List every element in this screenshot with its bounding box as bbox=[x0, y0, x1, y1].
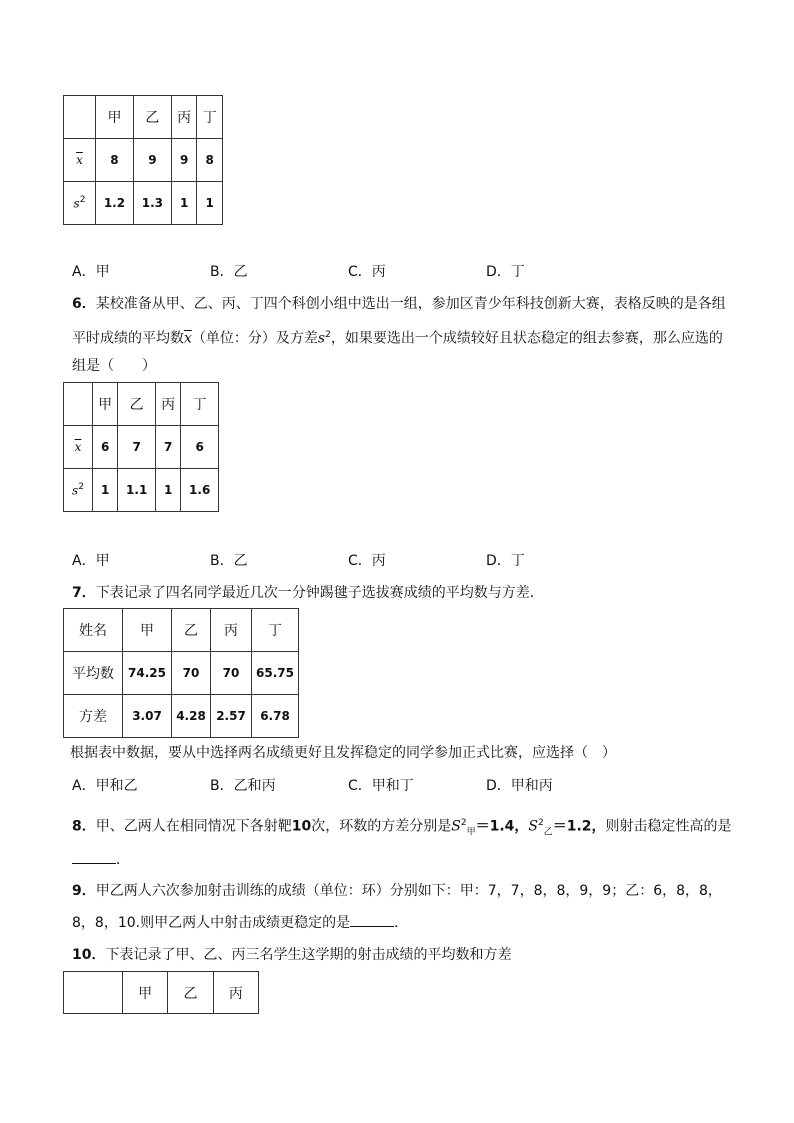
table-2-var-ding: 1.6 bbox=[181, 469, 219, 512]
table-3-header-row bbox=[64, 609, 299, 652]
table-3-var-ding: 6.78 bbox=[252, 695, 299, 738]
table-3-variance-label: 方差 bbox=[64, 695, 123, 738]
table-4-header-yi: 乙 bbox=[168, 972, 213, 1014]
table-1-var-ding: 1 bbox=[197, 182, 223, 225]
table-3-header-yi: 乙 bbox=[172, 609, 211, 652]
table-2-var-jia: 1 bbox=[93, 469, 118, 512]
table-2-var-yi: 1.1 bbox=[118, 469, 156, 512]
table-3-header-bing: 丙 bbox=[211, 609, 252, 652]
table-2-var-bing: 1 bbox=[155, 469, 180, 512]
table-3-header-jia: 甲 bbox=[123, 609, 172, 652]
table-1-mean-jia: 8 bbox=[96, 139, 134, 182]
q10-line-1: 10．下表记录了甲、乙、丙三名学生这学期的射击成绩的平均数和方差 bbox=[72, 947, 512, 963]
table-2-variance-label: $s^2$ bbox=[64, 469, 93, 512]
table-4-header-row bbox=[64, 972, 259, 1014]
q6-option-c[interactable]: C．丙 bbox=[348, 553, 386, 569]
q6-option-b[interactable]: B．乙 bbox=[210, 553, 248, 569]
q8-line-2: ． bbox=[72, 849, 130, 870]
q6-number: 6． bbox=[72, 296, 96, 312]
table-1-mean-label: $\overline{x}$ bbox=[64, 139, 96, 182]
q6-option-a[interactable]: A．甲 bbox=[72, 553, 110, 569]
q9-line-2: 8，8，10.则甲乙两人中射击成绩更稳定的是 ． bbox=[72, 912, 408, 933]
table-1-corner bbox=[64, 96, 96, 139]
table-1-header-yi: 乙 bbox=[133, 96, 171, 139]
table-1-mean-ding: 8 bbox=[197, 139, 223, 182]
table-3-header-name: 姓名 bbox=[64, 609, 123, 652]
q8-answer-blank[interactable] bbox=[72, 849, 116, 864]
table-2-corner bbox=[64, 383, 93, 426]
table-1-mean-bing: 9 bbox=[171, 139, 197, 182]
q8-number: 8． bbox=[72, 818, 96, 835]
table-3 bbox=[63, 608, 299, 738]
q5-option-c[interactable]: C．丙 bbox=[348, 264, 386, 280]
table-2-header-jia: 甲 bbox=[93, 383, 118, 426]
table-3-mean-label: 平均数 bbox=[64, 652, 123, 695]
q9-line-1: 9．甲乙两人六次参加射击训练的成绩（单位：环）分别如下：甲：7，7，8，8，9，9；乙：6，8，8， bbox=[72, 883, 722, 899]
q10-number: 10． bbox=[72, 947, 106, 963]
table-1-variance-label: $s^2$ bbox=[64, 182, 96, 225]
q6-line-2: 平时成绩的平均数$\overline{x}$（单位：分）及方差$s^2$，如果要选出一个成绩较好且状态稳定的组去参赛，那么应选的 bbox=[72, 330, 723, 347]
table-3-mean-jia: 74.25 bbox=[123, 652, 172, 695]
table-2 bbox=[63, 382, 219, 512]
q7-line-1: 7．下表记录了四名同学最近几次一分钟踢毽子选拔赛成绩的平均数与方差． bbox=[72, 585, 544, 601]
q7-number: 7． bbox=[72, 585, 96, 601]
q6-option-d[interactable]: D．丁 bbox=[486, 553, 525, 569]
table-3-mean-ding: 65.75 bbox=[252, 652, 299, 695]
q5-option-a[interactable]: A．甲 bbox=[72, 264, 110, 280]
table-2-mean-label: $\overline{x}$ bbox=[64, 426, 93, 469]
table-2-mean-yi: 7 bbox=[118, 426, 156, 469]
q6-line-1: 6．某校准备从甲、乙、丙、丁四个科创小组中选出一组，参加区青少年科技创新大赛，表格反映的是各组 bbox=[72, 296, 726, 312]
table-3-mean-bing: 70 bbox=[211, 652, 252, 695]
q9-answer-blank[interactable] bbox=[350, 912, 394, 927]
table-1-mean-row bbox=[64, 139, 223, 182]
table-1-header-bing: 丙 bbox=[171, 96, 197, 139]
q9-number: 9． bbox=[72, 883, 96, 899]
table-2-mean-row bbox=[64, 426, 219, 469]
table-3-var-jia: 3.07 bbox=[123, 695, 172, 738]
q7-option-c[interactable]: C．甲和丁 bbox=[348, 778, 414, 794]
table-4-header-bing: 丙 bbox=[213, 972, 258, 1014]
table-1-header-row bbox=[64, 96, 223, 139]
table-2-mean-ding: 6 bbox=[181, 426, 219, 469]
table-4 bbox=[63, 971, 259, 1014]
table-2-header-ding: 丁 bbox=[181, 383, 219, 426]
table-3-header-ding: 丁 bbox=[252, 609, 299, 652]
table-2-mean-bing: 7 bbox=[155, 426, 180, 469]
table-4-corner bbox=[64, 972, 123, 1014]
table-1 bbox=[63, 95, 223, 225]
table-2-variance-row bbox=[64, 469, 219, 512]
table-2-mean-jia: 6 bbox=[93, 426, 118, 469]
table-1-var-yi: 1.3 bbox=[133, 182, 171, 225]
q7-option-b[interactable]: B．乙和丙 bbox=[210, 778, 276, 794]
table-1-var-bing: 1 bbox=[171, 182, 197, 225]
table-4-header-jia: 甲 bbox=[123, 972, 168, 1014]
q7-line-after: 根据表中数据，要从中选择两名成绩更好且发挥稳定的同学参加正式比赛，应选择（ ） bbox=[70, 745, 616, 761]
q7-option-d[interactable]: D．甲和丙 bbox=[486, 778, 553, 794]
table-3-mean-yi: 70 bbox=[172, 652, 211, 695]
table-3-variance-row bbox=[64, 695, 299, 738]
table-1-variance-row bbox=[64, 182, 223, 225]
table-2-header-yi: 乙 bbox=[118, 383, 156, 426]
q5-option-d[interactable]: D．丁 bbox=[486, 264, 525, 280]
table-3-var-bing: 2.57 bbox=[211, 695, 252, 738]
q7-option-a[interactable]: A．甲和乙 bbox=[72, 778, 138, 794]
q5-option-b[interactable]: B．乙 bbox=[210, 264, 248, 280]
q6-line-3: 组是（ ） bbox=[72, 358, 156, 374]
table-1-mean-yi: 9 bbox=[133, 139, 171, 182]
table-2-header-row bbox=[64, 383, 219, 426]
table-1-var-jia: 1.2 bbox=[96, 182, 134, 225]
q8-line-1: 8．甲、乙两人在相同情况下各射靶10次，环数的方差分别是$S^2_甲=1.4$，$S^2_乙=1.2$，则射击稳定性高的是 bbox=[72, 818, 732, 838]
table-1-header-ding: 丁 bbox=[197, 96, 223, 139]
table-3-var-yi: 4.28 bbox=[172, 695, 211, 738]
table-3-mean-row bbox=[64, 652, 299, 695]
table-1-header-jia: 甲 bbox=[96, 96, 134, 139]
table-2-header-bing: 丙 bbox=[155, 383, 180, 426]
